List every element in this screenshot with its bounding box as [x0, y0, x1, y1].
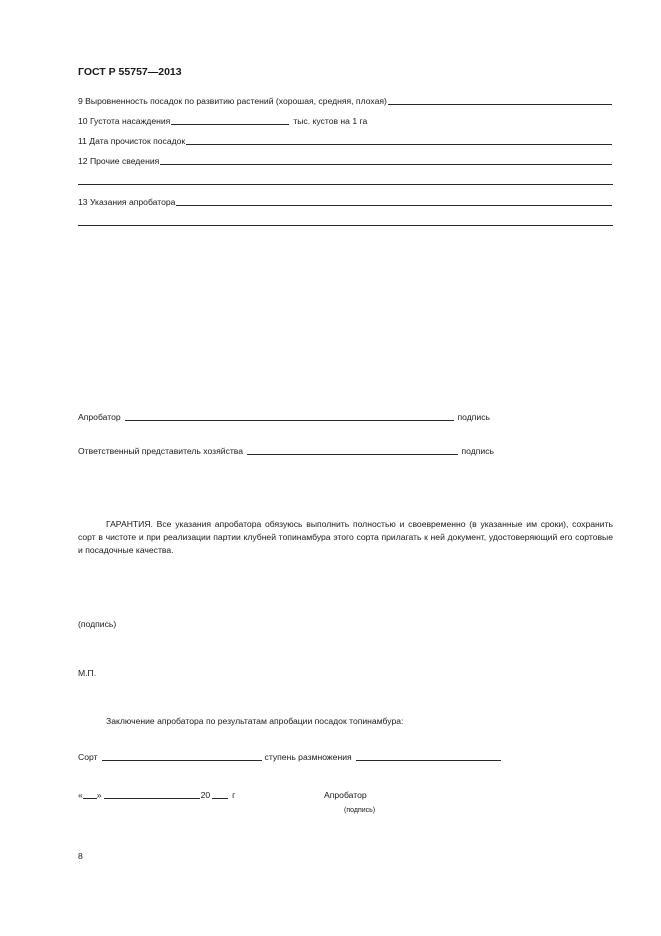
item-13-extra-line[interactable] — [78, 225, 613, 226]
variety-field[interactable] — [102, 760, 262, 761]
item-9-field[interactable] — [388, 104, 612, 105]
date-close-quote: » — [96, 790, 102, 800]
document-title: ГОСТ Р 55757—2013 — [78, 66, 182, 78]
variety-label: Сорт — [78, 752, 98, 762]
date-month-field[interactable] — [104, 798, 200, 799]
conclusion-signature-label: (подпись) — [344, 807, 376, 814]
guarantee-paragraph: ГАРАНТИЯ. Все указания апробатора обязуюсь выполнить полностью и своевременно (в указанные им сроки), сохранить сорт в чистоте и при реализации партии клубней топинамбура этого сорта прилагать к ней документ, удостоверяющий его сортовые и посадочные качества. — [78, 519, 613, 555]
item-9-row — [78, 96, 613, 107]
date-open-quote: « — [78, 790, 83, 800]
conclusion-approbator-label: Апробатор — [324, 790, 367, 800]
conclusion-heading: Заключение апробатора по результатам апробации посадок топинамбура: — [106, 716, 404, 726]
farm-rep-sign-caption: подпись — [461, 446, 494, 456]
item-11-label: 11 Дата прочисток посадок — [78, 136, 186, 146]
stamp-place: М.П. — [78, 668, 97, 678]
stage-label: ступень размножения — [264, 752, 352, 762]
item-10-field[interactable] — [171, 124, 289, 125]
item-12-row — [78, 156, 613, 167]
approbator-sign-caption: подпись — [457, 412, 490, 422]
approbator-signature-row — [78, 412, 490, 423]
page-number: 8 — [78, 851, 83, 861]
item-12-field[interactable] — [160, 164, 612, 165]
approbator-signature-field[interactable] — [125, 420, 454, 421]
item-12-extra-line[interactable] — [78, 184, 613, 185]
item-11-row — [78, 136, 613, 147]
stage-field[interactable] — [356, 760, 501, 761]
item-13-label: 13 Указания апробатора — [78, 197, 176, 207]
date-year-suffix: г — [232, 790, 236, 800]
item-13-row — [78, 197, 613, 208]
farm-rep-label: Ответственный представитель хозяйства — [78, 446, 244, 456]
item-11-field[interactable] — [186, 144, 612, 145]
item-12-label: 12 Прочие сведения — [78, 156, 160, 166]
date-row — [78, 790, 235, 801]
farm-rep-signature-row — [78, 446, 494, 457]
item-10-label: 10 Густота насаждения — [78, 116, 171, 126]
date-year-prefix: 20 — [200, 790, 211, 800]
item-10-unit: тыс. кустов на 1 га — [293, 116, 368, 126]
farm-rep-signature-field[interactable] — [247, 454, 457, 455]
approbator-label: Апробатор — [78, 412, 121, 422]
variety-stage-row — [78, 752, 501, 763]
date-day-field[interactable] — [83, 798, 97, 799]
signature-note: (подпись) — [78, 619, 117, 629]
item-10-row — [78, 116, 398, 127]
item-13-field[interactable] — [176, 205, 612, 206]
date-year-field[interactable] — [212, 798, 228, 799]
item-9-label: 9 Выровненность посадок по развитию растений (хорошая, средняя, плохая) — [78, 96, 387, 106]
